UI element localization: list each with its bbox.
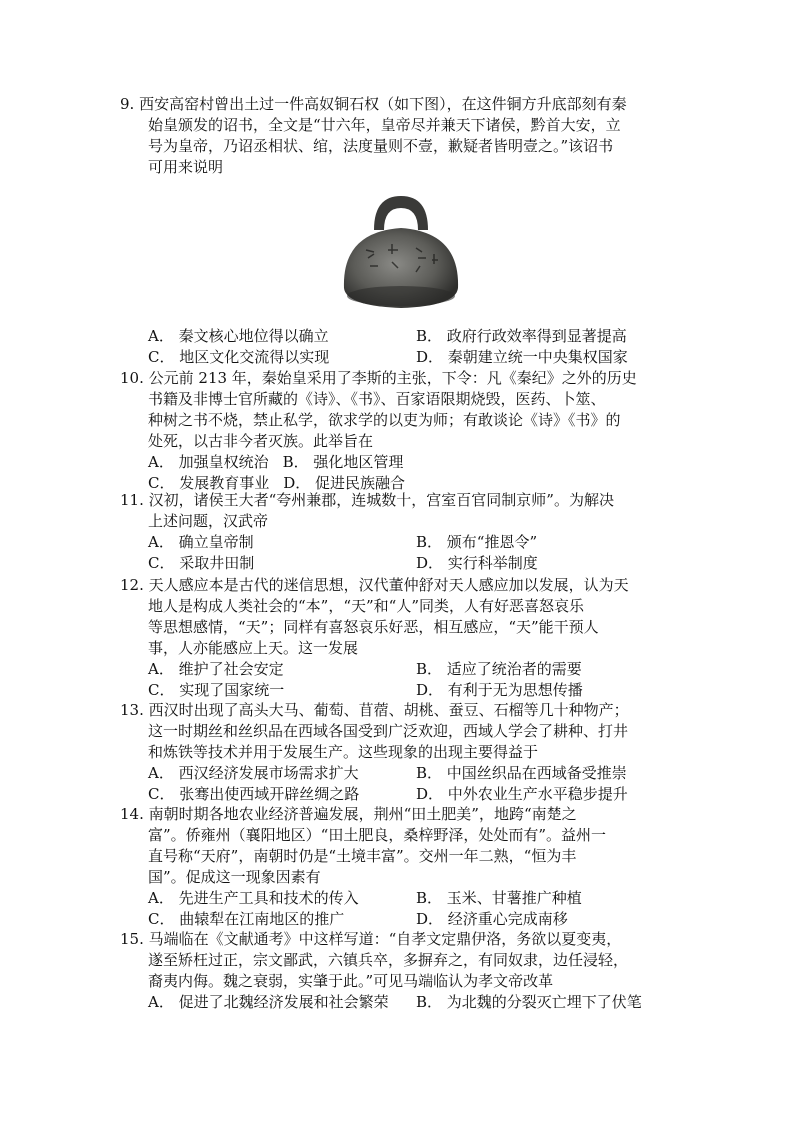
option-a[interactable]: A． 先进生产工具和技术的传入 [148,889,359,907]
option-b[interactable]: B． 颁布“推恩令” [416,533,538,551]
question-10 [120,368,680,494]
option-c[interactable]: C． 曲辕犁在江南地区的推广 [148,910,345,928]
stem-line: 遂至矫枉过正，宗文鄙武，六镇兵卒，多摒弃之，有同奴隶，边任浸轻， [148,951,629,969]
stem-line: 直号称“天府”，南朝时仍是“土境丰富”。交州一年二熟，“恒为丰 [148,847,577,865]
option-a[interactable]: A． 维护了社会安定 [148,660,284,678]
option-c[interactable]: C． 地区文化交流得以实现 [148,348,330,366]
question-11 [120,490,680,574]
question-15 [120,929,680,1013]
stem-line: 处死，以古非今者灭族。此举旨在 [148,432,374,450]
option-c[interactable]: C． 发展教育事业 [148,474,270,492]
question-number: 11. [120,491,144,509]
option-d[interactable]: D． 实行科举制度 [416,554,538,572]
option-a[interactable]: A． 加强皇权统治 [148,453,269,471]
option-d[interactable]: D． 经济重心完成南移 [416,910,568,928]
option-b[interactable]: B． 为北魏的分裂灭亡埋下了伏笔 [416,993,642,1011]
question-number: 14. [120,805,144,823]
option-b[interactable]: B． 玉米、甘薯推广种植 [416,889,582,907]
option-d[interactable]: D． 中外农业生产水平稳步提升 [416,785,628,803]
stem-line: 地人是构成人类社会的“本”，“天”和“人”同类，人有好恶喜怒哀乐 [148,597,585,615]
stem-line: 南朝时期各地农业经济普遍发展，荆州“田土肥美”，地跨“南楚之 [148,805,577,823]
question-number: 15. [120,930,144,948]
stem-line: 种树之书不烧，禁止私学，欲求学的以吏为师；有敢谈论《诗》《书》的 [148,411,621,429]
stem-line: 公元前 213 年，秦始皇采用了李斯的主张，下令：凡《秦纪》之外的历史 [148,369,637,387]
option-a[interactable]: A． 西汉经济发展市场需求扩大 [148,764,359,782]
stem-line: 这一时期丝和丝织品在西域各国受到广泛欢迎，西域人学会了耕种、打井 [148,722,629,740]
option-d[interactable]: D． 秦朝建立统一中央集权国家 [416,348,628,366]
question-number: 10. [120,369,144,387]
stem-line: 书籍及非博士官所藏的《诗》、《书》、百家语限期烧毁，医药、卜筮、 [148,390,606,408]
stem-line: 号为皇帝，乃诏丞相状、绾，法度量则不壹，歉疑者皆明壹之。”该诏书 [148,137,614,155]
question-9-options [120,326,680,368]
stem-line: 富”。侨雍州（襄阳地区）“田土肥良，桑梓野泽，处处而有”。益州一 [148,826,607,844]
stem-line: 马端临在《文献通考》中这样写道：“自孝文定鼎伊洛，务欲以夏变夷， [148,930,622,948]
stem-line: 始皇颁发的诏书，全文是“廿六年，皇帝尽并兼天下诸侯，黔首大安，立 [148,116,621,134]
stem-line: 西安高窑村曾出土过一件高奴铜石权（如下图），在这件铜方升底部刻有秦 [139,95,627,113]
option-b[interactable]: B． 中国丝织品在西域备受推崇 [416,764,627,782]
question-9 [120,94,680,178]
option-b[interactable]: B． 政府行政效率得到显著提高 [416,327,627,345]
stem-line: 西汉时出现了高头大马、葡萄、苜蓿、胡桃、蚕豆、石榴等几十种物产； [148,701,629,719]
option-b[interactable]: B． 适应了统治者的需要 [416,660,582,678]
question-12 [120,575,680,701]
option-d[interactable]: D． 促进民族融合 [283,474,406,492]
question-14 [120,804,680,930]
question-number: 12. [120,576,144,594]
stem-line: 上述问题，汉武帝 [148,512,269,530]
question-number: 9. [120,95,135,113]
question-13 [120,700,680,805]
stem-line: 天人感应本是古代的迷信思想，汉代董仲舒对天人感应加以发展，认为天 [148,576,629,594]
option-c[interactable]: C． 采取井田制 [148,554,255,572]
stem-line: 裔夷内侮。魏之衰弱，实肇于此。”可见马端临认为孝文帝改革 [148,972,554,990]
stem-line: 等思想感情，“天”；同样有喜怒哀乐好恶，相互感应，“天”能干预人 [148,618,599,636]
stem-line: 和炼铁等技术并用于发展生产。这些现象的出现主要得益于 [148,743,539,761]
question-number: 13. [120,701,144,719]
option-a[interactable]: A． 促进了北魏经济发展和社会繁荣 [148,993,389,1011]
stem-line: 汉初，诸侯王大者“夸州兼郡，连城数十，宫室百官同制京师”。为解决 [148,491,614,509]
option-c[interactable]: C． 张骞出使西域开辟丝绸之路 [148,785,360,803]
option-c[interactable]: C． 实现了国家统一 [148,681,285,699]
stem-line: 国”。促成这一现象因素有 [148,868,321,886]
stem-line: 可用来说明 [148,158,224,176]
question-stem [120,94,680,178]
option-d[interactable]: D． 有利于无为思想传播 [416,681,583,699]
option-b[interactable]: B． 强化地区管理 [282,453,404,471]
option-a[interactable]: A． 确立皇帝制 [148,533,254,551]
option-a[interactable]: A． 秦文核心地位得以确立 [148,327,329,345]
stem-line: 事，人亦能感应上天。这一发展 [148,639,359,657]
bronze-weight-photo [336,188,466,318]
